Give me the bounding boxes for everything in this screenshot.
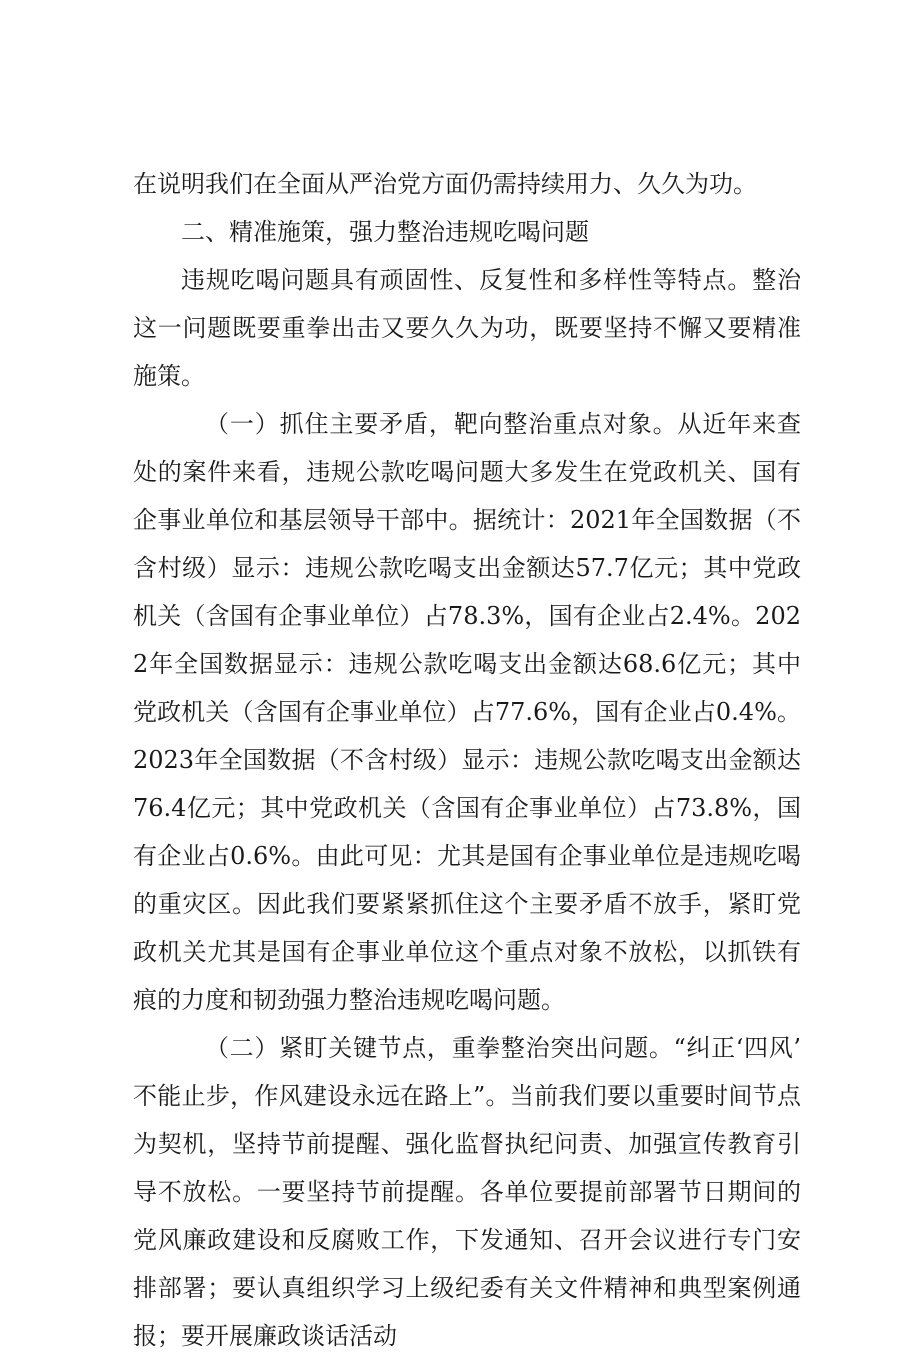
section-heading: 二、精准施策，强力整治违规吃喝问题 [181, 218, 589, 246]
document-body [133, 160, 801, 1360]
paragraph-continuation: 在说明我们在全面从严治党方面仍需持续用力、久久为功。 [133, 170, 757, 198]
paragraph-subsection-two: （二）紧盯关键节点，重拳整治突出问题。“纠正‘四风’不能止步，作风建设永远在路上”。当前我们要以重要时间节点为契机，坚持节前提醒、强化监督执纪问责、加强宣传教育引导不放松。一要坚持节前提醒。各单位要提前部署节日期间的党风廉政建设和反腐败工作，下发通知、召开会议进行专门安排部署；要认真组织学习上级纪委有关文件精神和典型案例通报；要开展廉政谈话活动 [133, 1034, 801, 1350]
paragraph-intro: 违规吃喝问题具有顽固性、反复性和多样性等特点。整治这一问题既要重拳出击又要久久为功，既要坚持不懈又要精准施策。 [133, 266, 801, 390]
paragraph-subsection-one: （一）抓住主要矛盾，靶向整治重点对象。从近年来查处的案件来看，违规公款吃喝问题大多发生在党政机关、国有企事业单位和基层领导干部中。据统计：2021年全国数据（不含村级）显示：违规公款吃喝支出金额达57.7亿元；其中党政机关（含国有企事业单位）占78.3%，国有企业占2.4%。2022年全国数据显示：违规公款吃喝支出金额达68.6亿元；其中党政机关（含国有企事业单位）占77.6%，国有企业占0.4%。2023年全国数据（不含村级）显示：违规公款吃喝支出金额达76.4亿元；其中党政机关（含国有企事业单位）占73.8%，国有企业占0.6%。由此可见：尤其是国有企事业单位是违规吃喝的重灾区。因此我们要紧紧抓住这个主要矛盾不放手，紧盯党政机关尤其是国有企事业单位这个重点对象不放松，以抓铁有痕的力度和韧劲强力整治违规吃喝问题。 [133, 410, 801, 1014]
